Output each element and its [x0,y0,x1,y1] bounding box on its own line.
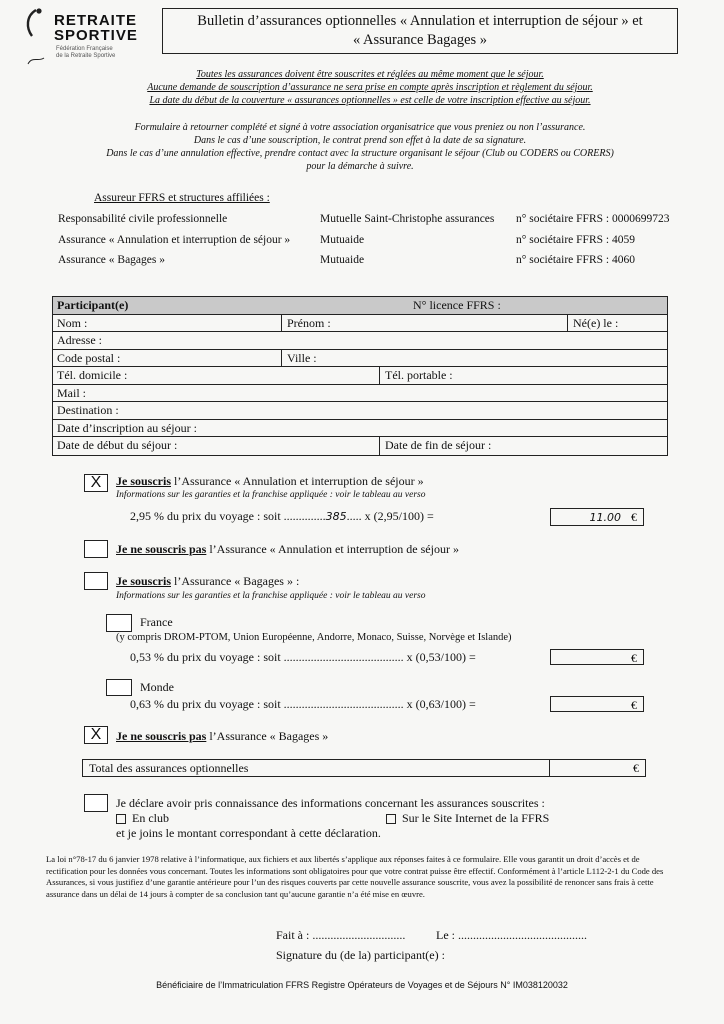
place-field[interactable]: Fait à : ............................... [276,928,406,942]
annulation-decline-label [116,542,459,557]
instructions-line1: Formulaire à retourner complété et signé à votre association organisatrice que vous preniez ou non l’assurance. [134,122,586,133]
bagages-subscribe-rest: l’Assurance « Bagages » : [171,574,300,588]
bagages-decline-checkbox[interactable]: X [84,726,108,744]
annulation-subscribe-label [116,474,424,489]
monde-checkbox[interactable] [106,679,132,696]
monde-calc: 0,63 % du prix du voyage : soit ........................................ x (0,63/100) = [130,697,476,711]
france-calc: 0,53 % du prix du voyage : soit ........................................ x (0,53/100) = [130,650,476,664]
title-line2: « Assurance Bagages » [352,32,488,48]
date-field[interactable]: Le : ........................................... [436,928,587,942]
calc-post: ..... x (2,95/100) = [346,509,434,523]
bagages-info: Informations sur les garanties et la franchise appliquée : voir le tableau au verso [116,591,426,601]
declaration-site-option[interactable] [386,811,549,826]
prenom-field[interactable]: Prénom : [287,315,331,330]
monde-label: Monde [140,680,174,694]
address-row [53,332,667,350]
bagages-subscribe-label [116,574,299,589]
declaration-text: Je déclare avoir pris connaissance des informations concernant les assurances souscrites : [116,796,545,810]
annulation-subscribe-checkbox[interactable]: X [84,474,108,492]
city-row [53,350,667,368]
insurer-label: Responsabilité civile professionnelle [58,213,228,225]
inscription-date-row [53,420,667,438]
france-detail: (y compris DROM-PTOM, Union Européenne, Andorre, Monaco, Suisse, Norvège et Islande) [116,632,512,643]
destination-row [53,402,667,420]
participant-heading: Participant(e) [57,298,129,312]
total-amount-field[interactable]: € [633,761,639,775]
decline-strong: Je ne souscris pas [116,542,207,556]
insurer-number: n° sociétaire FFRS : 4059 [516,234,635,246]
decline-rest: l’Assurance « Annulation et interruption de séjour » [206,542,459,556]
insurer-name: Mutuaide [320,234,365,246]
logo-tagline2: de la Retraite Sportive [56,53,116,59]
insurers-heading: Assureur FFRS et structures affiliées : [94,192,270,204]
logo-tagline1: Fédération Française [56,46,113,52]
declaration-club-option[interactable] [116,811,169,826]
site-label: Sur le Site Internet de la FFRS [402,811,550,825]
france-label: France [140,615,173,629]
footer-registration: Bénéficiaire de l’Immatriculation FFRS Registre Opérateurs de Voyages et de Séjours N° IM038120032 [156,980,568,990]
ville-field[interactable]: Ville : [287,350,317,365]
logo-line1: RETRAITE [54,12,137,29]
end-date-field[interactable]: Date de fin de séjour : [385,438,492,452]
mobile-phone-field[interactable]: Tél. portable : [385,368,453,382]
insurer-label: Assurance « Annulation et interruption de séjour » [58,234,291,246]
stay-dates-row [53,437,667,455]
insurer-name: Mutuelle Saint-Christophe assurances [320,213,495,225]
declaration-checkbox[interactable] [84,794,108,812]
participant-header-row [53,297,667,315]
inscription-date-field[interactable]: Date d’inscription au séjour : [57,420,197,435]
notice-line1: Toutes les assurances doivent être souscrites et réglées au même moment que le séjour. [196,69,544,80]
instructions-line3: Dans le cas d’une annulation effective, prendre contact avec la structure organisant le séjour (Club ou CODERS ou CORERS) [106,148,614,159]
france-amount-field[interactable] [550,649,644,665]
euro-sign: € [631,510,637,524]
site-checkbox-icon[interactable] [386,814,396,824]
start-date-field[interactable]: Date de début du séjour : [57,438,178,452]
calc-pre: 2,95 % du prix du voyage : soit .............. [130,509,326,523]
notice-line2: Aucune demande de souscription d’assurance ne sera prise en compte après inscription et règlement du séjour. [147,82,593,93]
licence-field[interactable]: N° licence FFRS : [413,298,501,312]
participant-table [52,296,668,456]
annulation-amount-field[interactable] [550,508,644,526]
notice-block [60,68,680,107]
signature-field[interactable]: Signature du (de la) participant(e) : [276,948,445,962]
mail-row [53,385,667,403]
bagages-subscribe-checkbox[interactable] [84,572,108,590]
insurer-row [58,213,227,225]
annulation-amount-value: 11.00 [589,511,621,524]
bagages-decline-rest: l’Assurance « Bagages » [206,729,329,743]
title-line1: Bulletin d’assurances optionnelles « Annulation et interruption de séjour » et [197,13,643,29]
document-title [162,8,678,54]
insurer-name: Mutuaide [320,254,365,266]
club-label: En club [132,811,169,825]
total-label: Total des assurances optionnelles [89,761,249,775]
legal-notice: La loi n°78-17 du 6 janvier 1978 relative à l’informatique, aux fichiers et aux libertés s’applique aux réponses faites à ce formulaire. Elle vous garantit un droit d’accès et de rectification pour les données vous concernant. Toutes les informations sont obligatoires pour que votre contrat puisse être effectif. Conformément à l’article L112-2-1 du Code des Assurances, si vous justifiez d’une garantie antérieure pour l’un des risques couverts par cette nouvelle assurance souscrite, vous avez la possibilité de renoncer sans frais à cette assurance dans un délai de 14 jours à compter de sa conclusion tant qu’aucune garantie n’a été mise en œuvre. [46,854,664,899]
subscribe-strong: Je souscris [116,474,171,488]
bagages-decline-label [116,729,328,744]
euro-sign: € [631,698,637,712]
instructions-block [40,121,680,173]
notice-line3: La date du début de la couverture « assurances optionnelles » est celle de votre inscription effective au séjour. [149,95,591,106]
postal-code-field[interactable]: Code postal : [57,350,121,365]
birthdate-field[interactable]: Né(e) le : [573,315,619,330]
trip-price-handwritten[interactable]: 385 [325,510,347,523]
nom-field[interactable]: Nom : [57,315,88,330]
mail-field[interactable]: Mail : [57,385,86,400]
insurer-number: n° sociétaire FFRS : 0000699723 [516,213,670,225]
home-phone-field[interactable]: Tél. domicile : [57,368,128,382]
insurer-number: n° sociétaire FFRS : 4060 [516,254,635,266]
instructions-line2: Dans le cas d’une souscription, le contrat prend son effet à la date de sa signature. [193,135,527,146]
annulation-decline-checkbox[interactable] [84,540,108,558]
destination-field[interactable]: Destination : [57,403,119,417]
total-row [82,759,646,777]
subscribe-rest: l’Assurance « Annulation et interruption de séjour » [171,474,424,488]
annulation-info: Informations sur les garanties et la franchise appliquée : voir le tableau au verso [116,490,426,500]
bagages-subscribe-strong: Je souscris [116,574,171,588]
france-checkbox[interactable] [106,614,132,632]
instructions-line4: pour la démarche à suivre. [306,161,414,172]
annulation-calc [130,509,434,524]
bagages-decline-strong: Je ne souscris pas [116,729,207,743]
name-row [53,315,667,333]
club-checkbox-icon[interactable] [116,814,126,824]
declaration-join: et je joins le montant correspondant à cette déclaration. [116,826,381,840]
runner-swoosh-icon [22,6,48,66]
monde-amount-field[interactable] [550,696,644,712]
insurer-label: Assurance « Bagages » [58,254,165,266]
ffrs-logo [22,6,162,66]
adresse-field[interactable]: Adresse : [57,333,102,347]
logo-line2: SPORTIVE [54,27,138,44]
euro-sign: € [631,651,637,665]
phone-row [53,367,667,385]
